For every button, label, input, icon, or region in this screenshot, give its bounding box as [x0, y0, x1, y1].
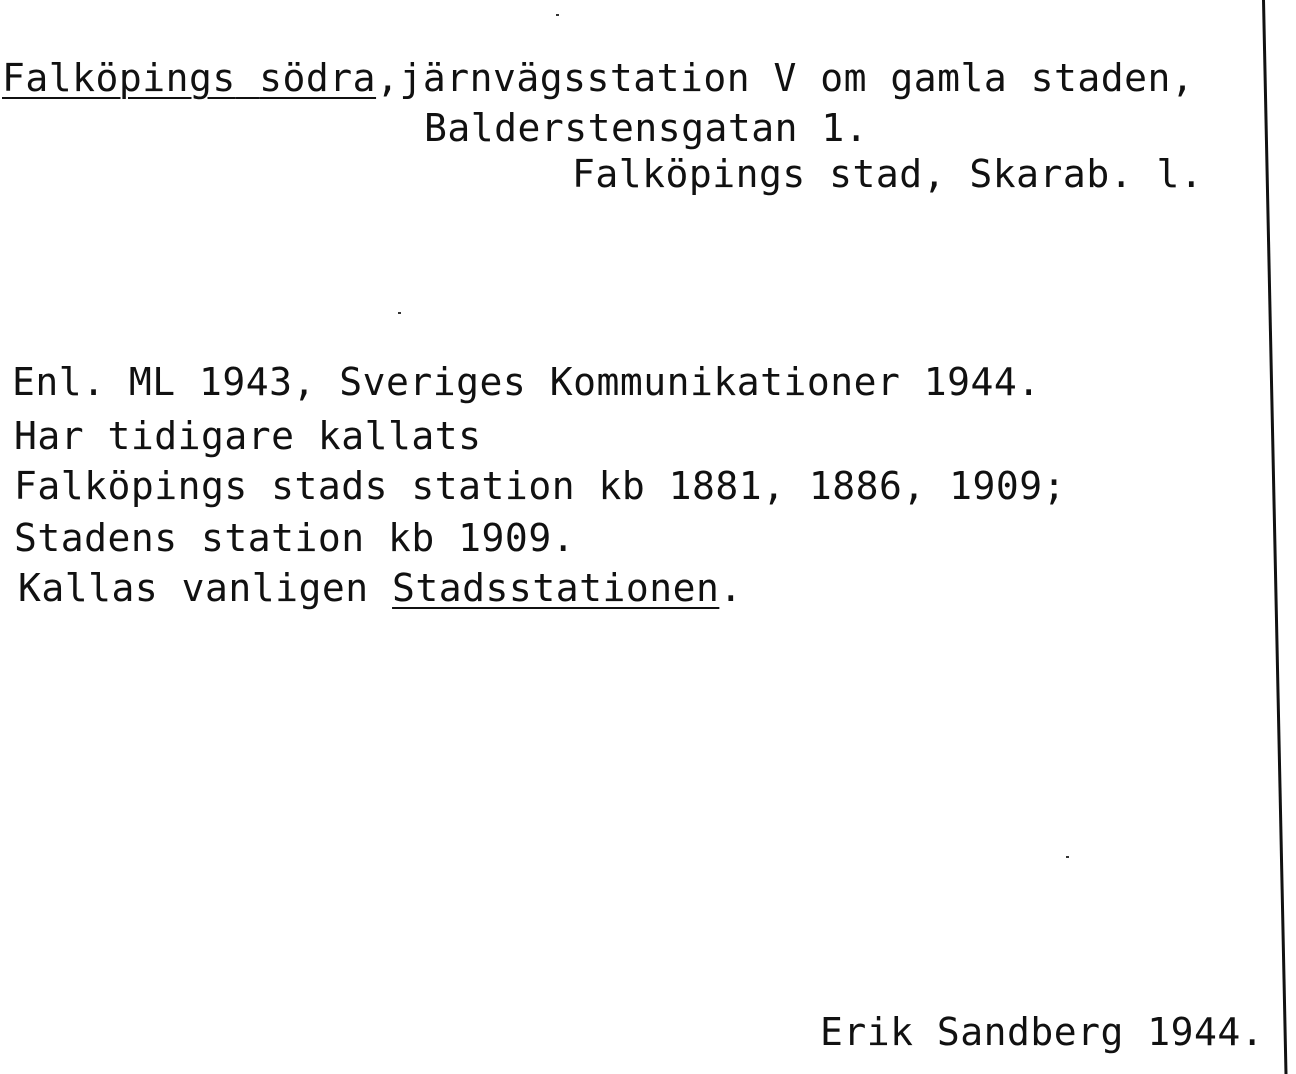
- common-name-suffix: .: [719, 566, 743, 610]
- station-name-line: [2, 56, 1194, 100]
- card-edge-line: [1262, 0, 1287, 1074]
- station-name-separator: [236, 56, 259, 100]
- former-name-2: Stadens station kb 1909.: [14, 516, 576, 560]
- signature: Erik Sandberg 1944.: [820, 1010, 1265, 1054]
- station-name-part1: Falköpings: [2, 56, 236, 100]
- former-name-1: Falköpings stads station kb 1881, 1886, 1909;: [14, 464, 1067, 508]
- source-reference: Enl. ML 1943, Sveriges Kommunikationer 1944.: [12, 360, 1041, 404]
- common-name: Stadsstationen: [392, 566, 720, 610]
- common-name-prefix: Kallas vanligen: [18, 566, 393, 610]
- station-description: ,järnvägsstation V om gamla staden,: [376, 56, 1195, 100]
- common-name-line: [18, 566, 743, 610]
- municipality: Falköpings stad, Skarab. l.: [572, 152, 1204, 196]
- former-names-heading: Har tidigare kallats: [14, 414, 482, 458]
- station-name-part2: södra: [259, 56, 377, 100]
- street-address: Balderstensgatan 1.: [424, 106, 869, 150]
- scan-speck: [556, 14, 559, 16]
- scan-speck: [1066, 856, 1069, 858]
- scan-speck: [398, 312, 401, 314]
